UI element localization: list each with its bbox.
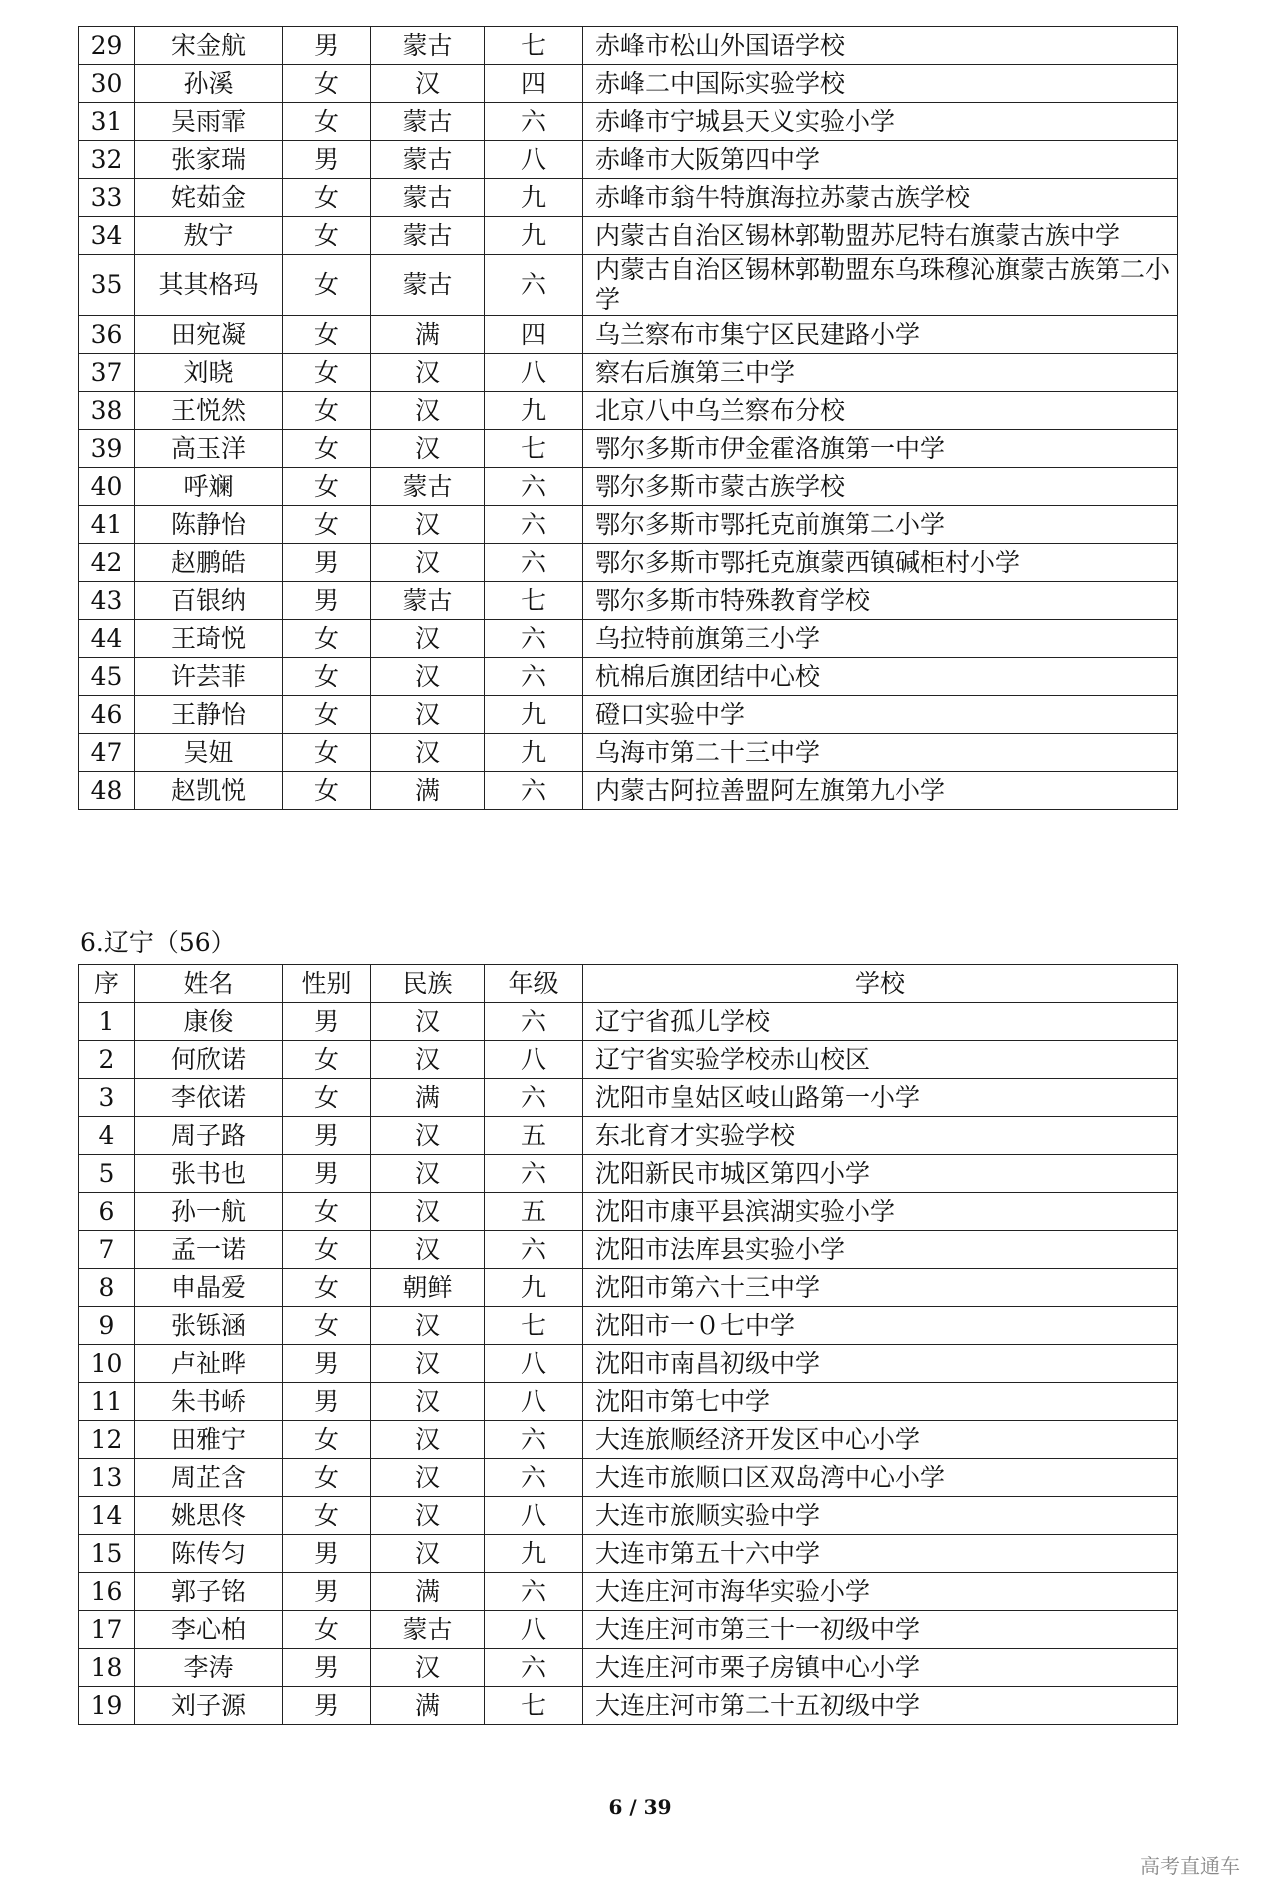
- table-row: [79, 1079, 1178, 1117]
- cell-name: 何欣诺: [135, 1041, 283, 1079]
- cell-name: 其其格玛: [135, 255, 283, 316]
- cell-ethnicity: 汉: [371, 1231, 485, 1269]
- table-row: [79, 772, 1178, 810]
- cell-index: 46: [79, 696, 135, 734]
- cell-grade: 七: [485, 27, 583, 65]
- cell-name: 陈传匀: [135, 1535, 283, 1573]
- cell-ethnicity: 汉: [371, 1649, 485, 1687]
- table-row: [79, 468, 1178, 506]
- cell-gender: 男: [283, 1687, 371, 1725]
- cell-name: 刘子源: [135, 1687, 283, 1725]
- cell-grade: 九: [485, 1269, 583, 1307]
- cell-school: 赤峰市大阪第四中学: [583, 141, 1178, 179]
- table-row: [79, 1573, 1178, 1611]
- cell-grade: 六: [485, 658, 583, 696]
- cell-school: 辽宁省实验学校赤山校区: [583, 1041, 1178, 1079]
- cell-school: 北京八中乌兰察布分校: [583, 392, 1178, 430]
- cell-name: 张书也: [135, 1155, 283, 1193]
- table-row: [79, 354, 1178, 392]
- cell-school: 大连市旅顺口区双岛湾中心小学: [583, 1459, 1178, 1497]
- table-row: [79, 1193, 1178, 1231]
- cell-gender: 男: [283, 1155, 371, 1193]
- cell-gender: 女: [283, 1611, 371, 1649]
- cell-ethnicity: 汉: [371, 620, 485, 658]
- table-row: [79, 1535, 1178, 1573]
- cell-grade: 八: [485, 1611, 583, 1649]
- cell-school: 鄂尔多斯市特殊教育学校: [583, 582, 1178, 620]
- table-row: [79, 1345, 1178, 1383]
- table-row: [79, 179, 1178, 217]
- page-number: 6 / 39: [608, 1795, 672, 1819]
- table-row: [79, 141, 1178, 179]
- cell-grade: 四: [485, 65, 583, 103]
- cell-school: 大连市第五十六中学: [583, 1535, 1178, 1573]
- cell-name: 孙溪: [135, 65, 283, 103]
- cell-name: 王悦然: [135, 392, 283, 430]
- cell-grade: 九: [485, 734, 583, 772]
- cell-ethnicity: 蒙古: [371, 582, 485, 620]
- cell-index: 19: [79, 1687, 135, 1725]
- cell-ethnicity: 汉: [371, 1421, 485, 1459]
- cell-index: 30: [79, 65, 135, 103]
- cell-name: 田雅宁: [135, 1421, 283, 1459]
- cell-ethnicity: 汉: [371, 1003, 485, 1041]
- cell-name: 姚思佟: [135, 1497, 283, 1535]
- cell-school: 鄂尔多斯市鄂托克旗蒙西镇碱柜村小学: [583, 544, 1178, 582]
- cell-ethnicity: 汉: [371, 506, 485, 544]
- cell-grade: 七: [485, 430, 583, 468]
- cell-name: 许芸菲: [135, 658, 283, 696]
- table-row: [79, 1117, 1178, 1155]
- cell-index: 18: [79, 1649, 135, 1687]
- cell-name: 田宛凝: [135, 316, 283, 354]
- cell-name: 陈静怡: [135, 506, 283, 544]
- cell-gender: 女: [283, 255, 371, 316]
- cell-school: 杭棉后旗团结中心校: [583, 658, 1178, 696]
- table-row: [79, 658, 1178, 696]
- cell-grade: 六: [485, 544, 583, 582]
- table-row: [79, 65, 1178, 103]
- cell-index: 5: [79, 1155, 135, 1193]
- cell-grade: 九: [485, 392, 583, 430]
- cell-index: 11: [79, 1383, 135, 1421]
- cell-school: 大连庄河市第二十五初级中学: [583, 1687, 1178, 1725]
- cell-gender: 男: [283, 1535, 371, 1573]
- cell-ethnicity: 汉: [371, 1345, 485, 1383]
- cell-school: 磴口实验中学: [583, 696, 1178, 734]
- cell-ethnicity: 汉: [371, 392, 485, 430]
- cell-school: 沈阳市南昌初级中学: [583, 1345, 1178, 1383]
- cell-name: 吴雨霏: [135, 103, 283, 141]
- cell-index: 1: [79, 1003, 135, 1041]
- cell-gender: 女: [283, 1193, 371, 1231]
- cell-index: 47: [79, 734, 135, 772]
- table-row: [79, 1269, 1178, 1307]
- cell-index: 8: [79, 1269, 135, 1307]
- cell-ethnicity: 蒙古: [371, 179, 485, 217]
- cell-index: 6: [79, 1193, 135, 1231]
- cell-grade: 七: [485, 1307, 583, 1345]
- cell-gender: 男: [283, 544, 371, 582]
- cell-school: 鄂尔多斯市伊金霍洛旗第一中学: [583, 430, 1178, 468]
- cell-ethnicity: 汉: [371, 65, 485, 103]
- cell-name: 张铄涵: [135, 1307, 283, 1345]
- cell-school: 沈阳市康平县滨湖实验小学: [583, 1193, 1178, 1231]
- table-header-row: [79, 965, 1178, 1003]
- cell-gender: 女: [283, 620, 371, 658]
- table-row: [79, 255, 1178, 316]
- cell-grade: 八: [485, 141, 583, 179]
- cell-gender: 女: [283, 1459, 371, 1497]
- cell-name: 张家瑞: [135, 141, 283, 179]
- cell-ethnicity: 汉: [371, 1459, 485, 1497]
- cell-name: 百银纳: [135, 582, 283, 620]
- cell-index: 7: [79, 1231, 135, 1269]
- cell-grade: 九: [485, 1535, 583, 1573]
- table-row: [79, 1421, 1178, 1459]
- cell-school: 乌海市第二十三中学: [583, 734, 1178, 772]
- table-row: [79, 506, 1178, 544]
- cell-index: 10: [79, 1345, 135, 1383]
- cell-grade: 六: [485, 255, 583, 316]
- cell-gender: 女: [283, 1307, 371, 1345]
- cell-index: 37: [79, 354, 135, 392]
- cell-school: 大连旅顺经济开发区中心小学: [583, 1421, 1178, 1459]
- table-row: [79, 1231, 1178, 1269]
- table-row: [79, 1649, 1178, 1687]
- header-name: 姓名: [135, 965, 283, 1003]
- cell-gender: 女: [283, 1269, 371, 1307]
- header-ethnicity: 民族: [371, 965, 485, 1003]
- cell-school: 大连庄河市栗子房镇中心小学: [583, 1649, 1178, 1687]
- cell-ethnicity: 汉: [371, 1497, 485, 1535]
- cell-grade: 六: [485, 1231, 583, 1269]
- cell-ethnicity: 汉: [371, 1383, 485, 1421]
- cell-ethnicity: 蒙古: [371, 103, 485, 141]
- cell-gender: 女: [283, 1231, 371, 1269]
- cell-name: 周芷含: [135, 1459, 283, 1497]
- cell-index: 15: [79, 1535, 135, 1573]
- cell-ethnicity: 汉: [371, 1155, 485, 1193]
- cell-index: 34: [79, 217, 135, 255]
- cell-name: 赵鹏皓: [135, 544, 283, 582]
- cell-name: 刘晓: [135, 354, 283, 392]
- cell-school: 赤峰市宁城县天义实验小学: [583, 103, 1178, 141]
- cell-gender: 女: [283, 1421, 371, 1459]
- table-row: [79, 734, 1178, 772]
- cell-index: 36: [79, 316, 135, 354]
- cell-name: 赵凯悦: [135, 772, 283, 810]
- cell-index: 12: [79, 1421, 135, 1459]
- cell-index: 33: [79, 179, 135, 217]
- cell-school: 乌拉特前旗第三小学: [583, 620, 1178, 658]
- cell-ethnicity: 汉: [371, 1117, 485, 1155]
- cell-ethnicity: 满: [371, 316, 485, 354]
- cell-name: 李心柏: [135, 1611, 283, 1649]
- watermark: 高考直通车: [1140, 1854, 1240, 1878]
- cell-name: 敖宁: [135, 217, 283, 255]
- cell-gender: 女: [283, 1041, 371, 1079]
- cell-index: 16: [79, 1573, 135, 1611]
- cell-school: 沈阳新民市城区第四小学: [583, 1155, 1178, 1193]
- cell-ethnicity: 汉: [371, 658, 485, 696]
- cell-grade: 六: [485, 620, 583, 658]
- cell-gender: 女: [283, 179, 371, 217]
- table-row: [79, 217, 1178, 255]
- cell-grade: 六: [485, 468, 583, 506]
- cell-ethnicity: 满: [371, 772, 485, 810]
- table-row: [79, 1307, 1178, 1345]
- cell-ethnicity: 满: [371, 1573, 485, 1611]
- cell-name: 李涛: [135, 1649, 283, 1687]
- cell-grade: 八: [485, 1345, 583, 1383]
- cell-grade: 四: [485, 316, 583, 354]
- cell-school: 鄂尔多斯市鄂托克前旗第二小学: [583, 506, 1178, 544]
- cell-school: 东北育才实验学校: [583, 1117, 1178, 1155]
- cell-gender: 女: [283, 316, 371, 354]
- cell-ethnicity: 汉: [371, 734, 485, 772]
- cell-index: 13: [79, 1459, 135, 1497]
- cell-gender: 女: [283, 1497, 371, 1535]
- cell-ethnicity: 满: [371, 1687, 485, 1725]
- cell-school: 赤峰市松山外国语学校: [583, 27, 1178, 65]
- cell-ethnicity: 汉: [371, 544, 485, 582]
- cell-index: 29: [79, 27, 135, 65]
- cell-ethnicity: 满: [371, 1079, 485, 1117]
- cell-school: 沈阳市一０七中学: [583, 1307, 1178, 1345]
- cell-name: 李依诺: [135, 1079, 283, 1117]
- cell-gender: 女: [283, 392, 371, 430]
- cell-school: 察右后旗第三中学: [583, 354, 1178, 392]
- cell-index: 44: [79, 620, 135, 658]
- cell-ethnicity: 汉: [371, 696, 485, 734]
- cell-gender: 女: [283, 506, 371, 544]
- cell-gender: 女: [283, 734, 371, 772]
- cell-ethnicity: 汉: [371, 1193, 485, 1231]
- header-gender: 性别: [283, 965, 371, 1003]
- cell-school: 沈阳市皇姑区岐山路第一小学: [583, 1079, 1178, 1117]
- cell-index: 2: [79, 1041, 135, 1079]
- table-row: [79, 544, 1178, 582]
- cell-grade: 六: [485, 103, 583, 141]
- cell-name: 郭子铭: [135, 1573, 283, 1611]
- cell-gender: 男: [283, 1003, 371, 1041]
- cell-grade: 六: [485, 772, 583, 810]
- cell-name: 申晶爱: [135, 1269, 283, 1307]
- cell-ethnicity: 汉: [371, 430, 485, 468]
- liaoning-table-body: [79, 1003, 1178, 1725]
- table-row: [79, 1383, 1178, 1421]
- cell-gender: 女: [283, 772, 371, 810]
- cell-grade: 八: [485, 354, 583, 392]
- cell-grade: 六: [485, 1573, 583, 1611]
- cell-index: 39: [79, 430, 135, 468]
- header-school: 学校: [583, 965, 1178, 1003]
- cell-grade: 七: [485, 1687, 583, 1725]
- table-row: [79, 1041, 1178, 1079]
- table-row: [79, 1687, 1178, 1725]
- cell-grade: 九: [485, 217, 583, 255]
- cell-index: 9: [79, 1307, 135, 1345]
- cell-grade: 五: [485, 1193, 583, 1231]
- cell-school: 赤峰市翁牛特旗海拉苏蒙古族学校: [583, 179, 1178, 217]
- table-row: [79, 1497, 1178, 1535]
- cell-ethnicity: 蒙古: [371, 468, 485, 506]
- cell-index: 31: [79, 103, 135, 141]
- table-row: [79, 582, 1178, 620]
- cell-index: 41: [79, 506, 135, 544]
- cell-ethnicity: 蒙古: [371, 27, 485, 65]
- cell-school: 乌兰察布市集宁区民建路小学: [583, 316, 1178, 354]
- cell-gender: 男: [283, 582, 371, 620]
- cell-grade: 六: [485, 1649, 583, 1687]
- cell-grade: 六: [485, 1459, 583, 1497]
- cell-gender: 女: [283, 103, 371, 141]
- cell-index: 48: [79, 772, 135, 810]
- cell-name: 孟一诺: [135, 1231, 283, 1269]
- cell-gender: 男: [283, 1573, 371, 1611]
- table-row: [79, 27, 1178, 65]
- table-row: [79, 103, 1178, 141]
- cell-gender: 女: [283, 468, 371, 506]
- table-row: [79, 1611, 1178, 1649]
- cell-index: 32: [79, 141, 135, 179]
- cell-gender: 男: [283, 1383, 371, 1421]
- cell-index: 35: [79, 255, 135, 316]
- cell-grade: 九: [485, 696, 583, 734]
- cell-school: 内蒙古自治区锡林郭勒盟东乌珠穆沁旗蒙古族第二小学: [583, 255, 1178, 316]
- cell-ethnicity: 朝鲜: [371, 1269, 485, 1307]
- cell-school: 辽宁省孤儿学校: [583, 1003, 1178, 1041]
- table-row: [79, 1459, 1178, 1497]
- cell-gender: 男: [283, 1345, 371, 1383]
- cell-ethnicity: 汉: [371, 354, 485, 392]
- cell-index: 40: [79, 468, 135, 506]
- cell-name: 王琦悦: [135, 620, 283, 658]
- cell-gender: 女: [283, 696, 371, 734]
- cell-ethnicity: 汉: [371, 1535, 485, 1573]
- cell-gender: 男: [283, 1117, 371, 1155]
- header-index: 序: [79, 965, 135, 1003]
- cell-grade: 八: [485, 1383, 583, 1421]
- table-row: [79, 316, 1178, 354]
- cell-index: 43: [79, 582, 135, 620]
- cell-name: 姹茹金: [135, 179, 283, 217]
- table-row: [79, 430, 1178, 468]
- cell-grade: 六: [485, 1421, 583, 1459]
- table-row: [79, 392, 1178, 430]
- cell-grade: 六: [485, 1079, 583, 1117]
- cell-school: 内蒙古自治区锡林郭勒盟苏尼特右旗蒙古族中学: [583, 217, 1178, 255]
- cell-index: 4: [79, 1117, 135, 1155]
- table-row: [79, 696, 1178, 734]
- cell-school: 鄂尔多斯市蒙古族学校: [583, 468, 1178, 506]
- cell-index: 42: [79, 544, 135, 582]
- cell-gender: 女: [283, 430, 371, 468]
- cell-grade: 八: [485, 1497, 583, 1535]
- cell-index: 14: [79, 1497, 135, 1535]
- cell-school: 沈阳市第七中学: [583, 1383, 1178, 1421]
- cell-ethnicity: 蒙古: [371, 217, 485, 255]
- cell-name: 吴妞: [135, 734, 283, 772]
- cell-index: 38: [79, 392, 135, 430]
- cell-gender: 女: [283, 354, 371, 392]
- cell-grade: 六: [485, 506, 583, 544]
- cell-gender: 女: [283, 217, 371, 255]
- header-grade: 年级: [485, 965, 583, 1003]
- cell-gender: 女: [283, 65, 371, 103]
- cell-name: 卢祉晔: [135, 1345, 283, 1383]
- cell-school: 大连市旅顺实验中学: [583, 1497, 1178, 1535]
- cell-name: 康俊: [135, 1003, 283, 1041]
- cell-ethnicity: 蒙古: [371, 1611, 485, 1649]
- cell-school: 大连庄河市第三十一初级中学: [583, 1611, 1178, 1649]
- cell-index: 45: [79, 658, 135, 696]
- table-row: [79, 620, 1178, 658]
- cell-school: 大连庄河市海华实验小学: [583, 1573, 1178, 1611]
- cell-name: 呼斓: [135, 468, 283, 506]
- cell-ethnicity: 汉: [371, 1307, 485, 1345]
- cell-name: 孙一航: [135, 1193, 283, 1231]
- cell-gender: 女: [283, 658, 371, 696]
- cell-gender: 男: [283, 1649, 371, 1687]
- cell-school: 赤峰二中国际实验学校: [583, 65, 1178, 103]
- cell-name: 朱书峤: [135, 1383, 283, 1421]
- cell-grade: 五: [485, 1117, 583, 1155]
- cell-grade: 六: [485, 1003, 583, 1041]
- cell-ethnicity: 蒙古: [371, 141, 485, 179]
- cell-gender: 女: [283, 1079, 371, 1117]
- cell-school: 沈阳市第六十三中学: [583, 1269, 1178, 1307]
- cell-school: 内蒙古阿拉善盟阿左旗第九小学: [583, 772, 1178, 810]
- table-row: [79, 1155, 1178, 1193]
- cell-name: 周子路: [135, 1117, 283, 1155]
- cell-grade: 六: [485, 1155, 583, 1193]
- cell-ethnicity: 蒙古: [371, 255, 485, 316]
- section-title-liaoning: 6.辽宁（56）: [80, 928, 236, 957]
- liaoning-students-table: [78, 964, 1178, 1725]
- cell-name: 宋金航: [135, 27, 283, 65]
- cell-school: 沈阳市法库县实验小学: [583, 1231, 1178, 1269]
- cell-grade: 九: [485, 179, 583, 217]
- students-table-continued: [78, 26, 1178, 810]
- cell-name: 王静怡: [135, 696, 283, 734]
- cell-gender: 男: [283, 27, 371, 65]
- cell-index: 3: [79, 1079, 135, 1117]
- students-table-body: [79, 27, 1178, 810]
- cell-gender: 男: [283, 141, 371, 179]
- table-row: [79, 1003, 1178, 1041]
- cell-index: 17: [79, 1611, 135, 1649]
- cell-ethnicity: 汉: [371, 1041, 485, 1079]
- cell-grade: 八: [485, 1041, 583, 1079]
- cell-grade: 七: [485, 582, 583, 620]
- cell-name: 高玉洋: [135, 430, 283, 468]
